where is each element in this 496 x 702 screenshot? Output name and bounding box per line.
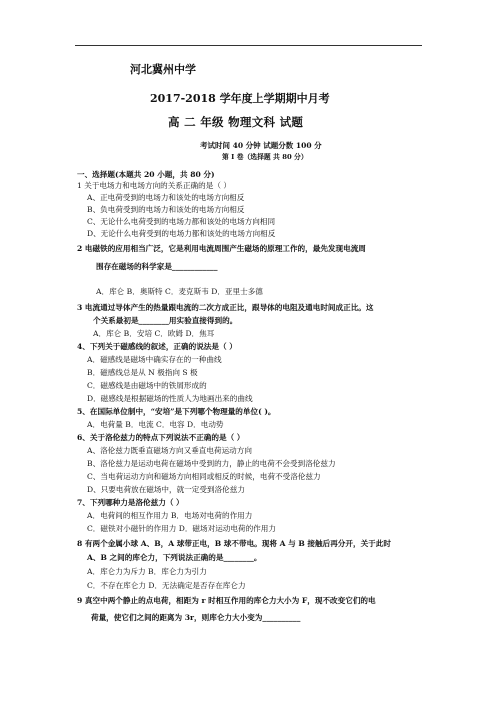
- question-7: 7、下列哪种力是洛伦兹力（ ）: [77, 498, 184, 507]
- q8-options-cd: C．不存在库仑力 D．无法确定是否存在库仑力: [87, 581, 246, 590]
- q1-option-a: A、正电荷受到的电场力和该处的电场方向相反: [87, 193, 245, 202]
- q4-option-a: A．磁感线是磁场中确实存在的一种曲线: [87, 355, 222, 364]
- question-9-cont: 荷量，使它们之间的距离为 3r，则库仑力大小变为__________: [91, 613, 301, 622]
- q2-options: A．库仑 B．奥斯特 C．麦克斯韦 D．亚里士多德: [96, 287, 263, 296]
- q7-options-ab: A．电荷间的相互作用力 B．电场对电荷的作用力: [87, 511, 253, 520]
- question-2-cont: 围存在磁场的科学家是____________: [96, 262, 218, 271]
- q6-option-d: D、只要电荷放在磁场中，就一定受到洛伦兹力: [87, 485, 245, 494]
- q1-option-b: B、负电荷受到的电场力和该处的电场方向相反: [87, 205, 245, 214]
- volume-label: 第 I 卷（选择题 共 80 分）: [222, 153, 308, 161]
- q1-option-d: D、无论什么电荷受到的电场力都和该处的电场方向相反: [87, 229, 276, 238]
- question-2: 2 电磁铁的应用相当广泛，它是利用电流周围产生磁场的原理工作的，最先发现电流周: [77, 244, 366, 253]
- header-rule: [75, 45, 422, 46]
- question-3-cont: 个关系最初是________用实验直接得到的。: [93, 316, 238, 325]
- q6-option-a: A、洛伦兹力既垂直磁场方向又垂直电荷运动方向: [87, 446, 252, 455]
- question-8: 8 有两个金属小球 A、B，A 球带正电，B 球不带电。现将 A 与 B 接触后再分开，关于此时: [77, 539, 391, 548]
- section-heading: 一、选择题(本题共 20 小题，共 80 分): [77, 170, 215, 179]
- question-1: 1 关于电场力和电场方向的关系正确的是（ ）: [77, 181, 231, 190]
- q4-option-b: B．磁感线总是从 N 极指向 S 极: [87, 368, 198, 377]
- question-4: 4、下列关于磁感线的叙述，正确的说法是（ ）: [77, 342, 237, 351]
- q3-options: A．库仑 B．安培 C．欧姆 D．焦耳: [93, 329, 215, 338]
- question-6: 6、关于洛伦兹力的特点下列说法不正确的是（ ）: [77, 433, 245, 442]
- q4-option-d: D．磁感线是根据磁场的性质人为地画出来的曲线: [87, 394, 253, 403]
- exam-term: 2017-2018 学年度上学期期中月考: [150, 92, 330, 105]
- question-3: 3 电流通过导体产生的热量跟电流的二次方成正比，跟导体的电阻及通电时间成正比。这: [77, 303, 374, 312]
- question-5: 5、在国际单位制中，“安培”是下列哪个物理量的单位( )。: [77, 407, 276, 416]
- question-9: 9 真空中两个静止的点电荷，相距为 r 时相互作用的库仑力大小为 F，现不改变它们的电: [77, 596, 376, 605]
- question-8-cont: A、B 之间的库仑力，下列说法正确的是________。: [87, 553, 262, 562]
- exam-info: 考试时间 40 分钟 试题分数 100 分: [200, 141, 322, 150]
- q5-options: A．电荷量 B．电流 C．电容 D．电动势: [87, 420, 224, 429]
- school-name: 河北冀州中学: [130, 63, 196, 76]
- q8-options-ab: A．库仑力为斥力 B．库仑力为引力: [87, 567, 207, 576]
- q4-option-c: C．磁感线是由磁场中的铁屑形成的: [87, 381, 207, 390]
- exam-subject: 高 二 年级 物理文科 试题: [168, 115, 304, 129]
- q6-option-b: B、洛伦兹力是运动电荷在磁场中受到的力，静止的电荷不会受到洛伦兹力: [87, 459, 336, 468]
- q1-option-c: C、无论什么电荷受到的电场力都和该处的电场方向相同: [87, 217, 276, 226]
- q6-option-c: C、当电荷运动方向和磁场方向相同或相反的时候，电荷不受洛伦兹力: [87, 472, 321, 481]
- q7-options-cd: C．磁铁对小磁针的作用力 D．磁场对运动电荷的作用力: [87, 524, 276, 533]
